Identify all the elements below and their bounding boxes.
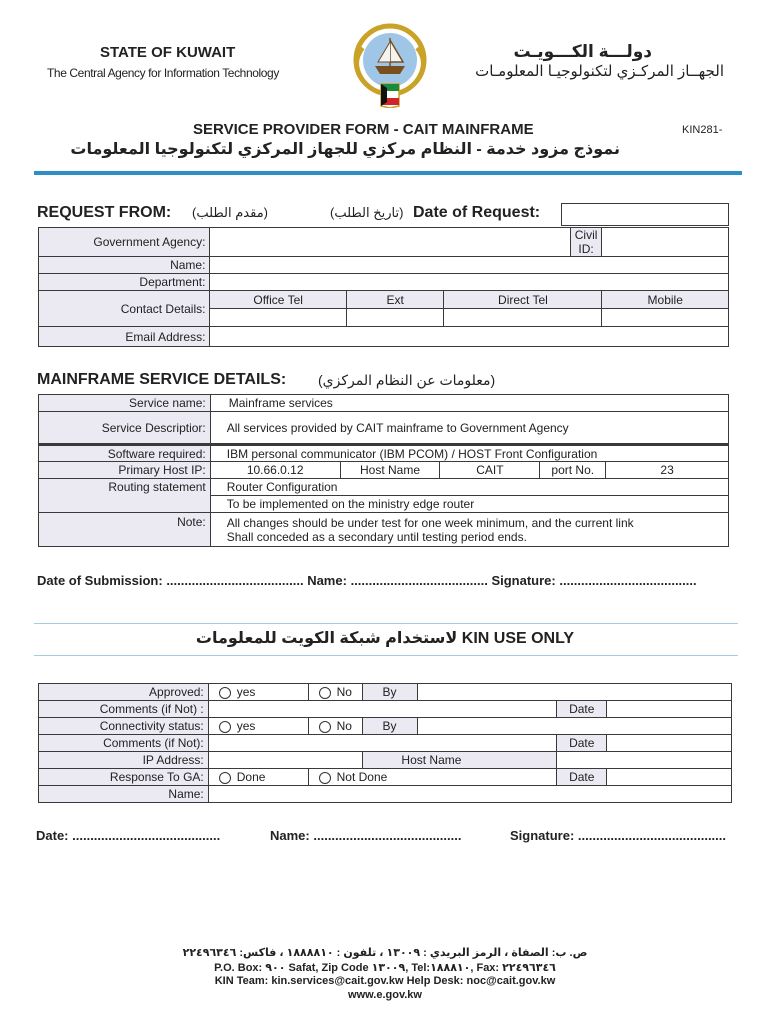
mainframe-heading: MAINFRAME SERVICE DETAILS: <box>37 371 287 388</box>
note-value-2: Shall conceded as a secondary until testing period ends. <box>226 529 527 544</box>
kin-bottom-rule <box>34 655 738 656</box>
bottom-signature <box>510 828 726 843</box>
date-of-request-label-ar: (تاريخ الطلب) <box>330 205 404 220</box>
kin-host-name-label: Host Name <box>362 752 557 769</box>
kin-title-en: KIN USE ONLY <box>461 630 575 647</box>
header-divider <box>34 171 742 175</box>
comments-2-date-input[interactable] <box>607 735 732 752</box>
email-input[interactable] <box>210 327 729 347</box>
mainframe-heading-ar: (معلومات عن النظام المركزي) <box>318 372 496 388</box>
routing-label-spacer <box>39 496 211 513</box>
comments-date-label: Date <box>557 701 607 718</box>
connectivity-by-label: By <box>362 718 417 735</box>
kin-name-input[interactable] <box>208 786 731 803</box>
contact-details-label: Contact Details: <box>39 291 210 327</box>
ip-address-label: IP Address: <box>39 752 209 769</box>
approved-yes[interactable]: yes <box>208 684 308 701</box>
connectivity-no-radio[interactable] <box>319 721 331 733</box>
gov-agency-input[interactable] <box>210 228 570 257</box>
routing-label: Routing statement <box>39 479 211 496</box>
footer-ar: ص. ب: الصفاة ، الرمز البريدي : ١٣٠٠٩ ، تلفون : ١٨٨٨٨١٠ ، فاكس: ٢٢٤٩٦٣٤٦ <box>182 947 588 959</box>
footer-line-1: P.O. Box: ٩٠٠ Safat, Zip Code ١٣٠٠٩, Tel:١٨٨٨١٠, Fax: ٢٢٤٩٦٣٤٦ <box>214 962 556 974</box>
service-name-value: Mainframe services <box>210 395 728 412</box>
mainframe-table <box>38 394 729 547</box>
connectivity-by-input[interactable] <box>417 718 732 735</box>
submission-signature-dots[interactable]: ...................................... <box>559 573 697 588</box>
comments-ifnot-input[interactable] <box>208 701 557 718</box>
bottom-signature-label: Signature: <box>510 828 575 843</box>
routing-value-1: Router Configuration <box>210 479 728 496</box>
comments-date-input[interactable] <box>607 701 732 718</box>
note-value <box>210 513 728 547</box>
agency-en: The Central Agency for Information Technology <box>47 66 279 80</box>
host-name-value: CAIT <box>440 462 540 479</box>
request-from-label: REQUEST FROM: <box>37 204 172 221</box>
approved-yes-radio[interactable] <box>219 687 231 699</box>
response-date-input[interactable] <box>607 769 732 786</box>
state-ar: دولـــة الكـــويـت <box>513 42 652 61</box>
bottom-date-label: Date: <box>36 828 69 843</box>
bottom-date-dots[interactable]: ......................................... <box>72 828 221 843</box>
date-of-request-input[interactable] <box>561 203 729 226</box>
kin-name-label: Name: <box>39 786 209 803</box>
note-value-1: All changes should be under test for one week minimum, and the current link <box>226 515 634 530</box>
comments-ifnot-label: Comments (if Not) : <box>39 701 209 718</box>
agency-ar: الجهــاز المركـزي لتكنولوجيـا المعلومـات <box>475 63 724 80</box>
mobile-label: Mobile <box>602 291 729 309</box>
department-label: Department: <box>39 274 210 291</box>
name-input[interactable] <box>210 257 729 274</box>
ext-input[interactable] <box>346 309 444 327</box>
date-of-request-label: Date of Request: <box>413 204 541 221</box>
connectivity-yes-radio[interactable] <box>219 721 231 733</box>
connectivity-no[interactable]: No <box>308 718 362 735</box>
form-title-ar: نموذج مزود خدمة - النظام مركزي للجهاز المركزي لتكنولوجيا المعلومات <box>70 141 620 158</box>
service-desc-label: Service Descriptior: <box>39 412 211 445</box>
note-label: Note: <box>39 513 211 547</box>
footer-line-2: KIN Team: kin.services@cait.gov.kw Help Desk: noc@cait.gov.kw <box>214 975 556 987</box>
submission-line <box>37 573 697 588</box>
service-name-label: Service name: <box>39 395 211 412</box>
port-label: port No. <box>540 462 606 479</box>
approved-label: Approved: <box>39 684 209 701</box>
request-from-label-ar: (مقدم الطلب) <box>192 205 268 220</box>
port-value: 23 <box>606 462 729 479</box>
civil-id-input[interactable] <box>602 228 729 257</box>
submission-date-label: Date of Submission: <box>37 573 163 588</box>
department-input[interactable] <box>210 274 729 291</box>
primary-host-label: Primary Host IP: <box>39 462 211 479</box>
host-name-label: Host Name <box>340 462 440 479</box>
bottom-name-label: Name: <box>270 828 310 843</box>
connectivity-label: Connectivity status: <box>39 718 209 735</box>
comments-ifnot-2-label: Comments (if Not): <box>39 735 209 752</box>
ext-label: Ext <box>346 291 444 309</box>
kin-top-rule <box>34 623 738 624</box>
ip-address-input[interactable] <box>208 752 362 769</box>
response-done-radio[interactable] <box>219 772 231 784</box>
submission-name-label: Name: <box>307 573 347 588</box>
response-done[interactable]: Done <box>208 769 308 786</box>
software-label: Software required: <box>39 445 211 462</box>
bottom-name <box>270 828 461 843</box>
approved-by-input[interactable] <box>417 684 732 701</box>
software-value: IBM personal communicator (IBM PCOM) / HOST Front Configuration <box>210 445 728 462</box>
approved-no-radio[interactable] <box>319 687 331 699</box>
response-not-done[interactable]: Not Done <box>308 769 557 786</box>
office-tel-input[interactable] <box>210 309 346 327</box>
civil-id-label: Civil ID: <box>570 228 602 257</box>
kin-title-ar: لاستخدام شبكة الكويت للمعلومات <box>195 630 458 647</box>
kuwait-emblem <box>345 18 435 108</box>
kin-host-name-input[interactable] <box>557 752 732 769</box>
routing-value-2: To be implemented on the ministry edge router <box>210 496 728 513</box>
direct-tel-input[interactable] <box>444 309 602 327</box>
response-date-label: Date <box>557 769 607 786</box>
bottom-name-dots[interactable]: ......................................... <box>313 828 462 843</box>
email-label: Email Address: <box>39 327 210 347</box>
footer-line-3: www.e.gov.kw <box>348 989 422 1001</box>
comments-ifnot-2-input[interactable] <box>208 735 557 752</box>
direct-tel-label: Direct Tel <box>444 291 602 309</box>
mobile-input[interactable] <box>602 309 729 327</box>
gov-agency-label: Government Agency: <box>39 228 210 257</box>
submission-date-dots[interactable]: ...................................... <box>166 573 304 588</box>
service-desc-value: All services provided by CAIT mainframe to Government Agency <box>210 412 728 445</box>
state-en: STATE OF KUWAIT <box>100 44 236 61</box>
kin-table <box>38 683 732 803</box>
office-tel-label: Office Tel <box>210 291 346 309</box>
form-title-en: SERVICE PROVIDER FORM - CAIT MAINFRAME <box>193 121 534 138</box>
name-label: Name: <box>39 257 210 274</box>
primary-host-value: 10.66.0.12 <box>210 462 340 479</box>
approved-no[interactable]: No <box>308 684 362 701</box>
approved-by-label: By <box>362 684 417 701</box>
connectivity-yes[interactable]: yes <box>208 718 308 735</box>
comments-2-date-label: Date <box>557 735 607 752</box>
form-code: KIN281- <box>682 124 723 136</box>
submission-name-dots[interactable]: ...................................... <box>350 573 488 588</box>
response-not-done-radio[interactable] <box>319 772 331 784</box>
bottom-date <box>36 828 220 843</box>
kin-title <box>0 628 770 648</box>
request-table <box>38 227 729 347</box>
response-label: Response To GA: <box>39 769 209 786</box>
bottom-signature-dots[interactable]: ......................................... <box>577 828 727 843</box>
submission-signature-label: Signature: <box>491 573 556 588</box>
